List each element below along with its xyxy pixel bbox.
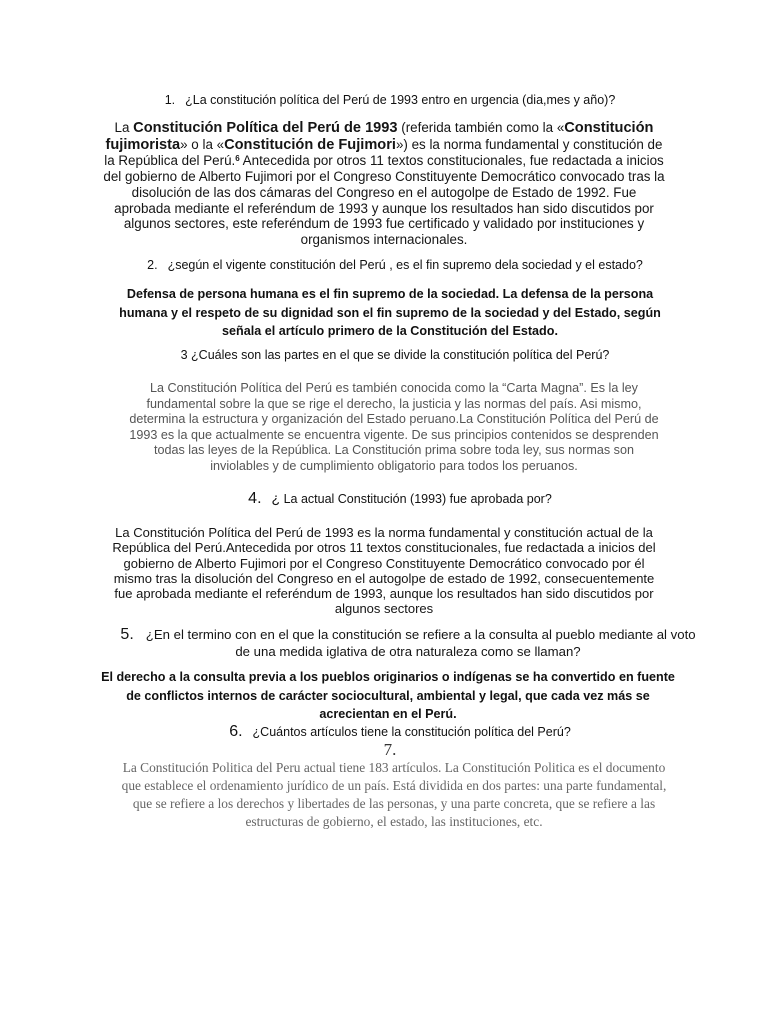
question-3-text: 3 ¿Cuáles son las partes en el que se divide la constitución política del Perú? (180, 348, 610, 362)
answer-4: La Constitución Política del Perú de 1993 es la norma fundamental y constitución actual de la República del Perú.Antecedida por otros 11 textos constitucionales, fue redactada a inicios del gobierno de Alberto Fujimori por el Congreso Constituyente Democrático convocado por él mismo tras la disolución del Congreso en el autogolpe de estado de 1992, consecuentemente fue aprobada mediante el referéndum de 1993, aunque los resultados han sido discutidos por algunos sectores (112, 525, 656, 617)
answer-6: La Constitución Politica del Peru actual tiene 183 artículos. La Constitución Politica es el documento que establece el ordenamiento jurídico de un país. Está dividida en dos partes: una parte fundamental, que se refiere a los derechos y libertades de las personas, y una parte concreta, que se refiere a las estructuras de gobierno, el estado, las instituciones, etc. (121, 760, 667, 829)
question-5 (118, 627, 698, 660)
question-4-mark: ¿ (271, 490, 281, 506)
answer-1-part: Antecedida por otros 11 textos constitucionales, fue redactada a inicios del gobierno de Alberto Fujimori por el Congreso Constituyente Democrático convocado tras la disolución de las dos cámaras del Congreso en el autogolpe de Estado de 1992. Fue aprobada mediante el referéndum de 1993 y aunque los resultados han sido discutidos por algunos sectores, este referéndum de 1993 fue certificado y validado por instituciones y organismos internacionales. (103, 153, 665, 247)
answer-2: Defensa de persona humana es el fin supremo de la sociedad. La defensa de la persona humana y el respeto de su dignidad son el fin supremo de la sociedad y del Estado, según señala el artículo primero de la Constitución del Estado. (119, 287, 661, 338)
answer-1-part: La (114, 120, 134, 135)
footnote-marker: 6 (235, 154, 240, 164)
question-1 (150, 93, 630, 107)
answer-1-part: ») es la norma fundamental y constitución de la República del Perú. (104, 136, 663, 169)
question-2 (130, 258, 660, 272)
question-7-number: 7. (383, 740, 397, 759)
question-2-text: ¿según el vigente constitución del Perú , es el fin supremo dela sociedad y el estado? (167, 258, 643, 272)
answer-1-bold-title: Constitución Política del Perú de 1993 (133, 120, 398, 136)
question-4-number: 4. (248, 490, 262, 507)
answer-1-part: » o la « (180, 136, 225, 152)
answer-1-part: (referida también como la « (397, 120, 565, 135)
question-3 (160, 348, 630, 362)
question-6 (200, 723, 600, 741)
question-2-number: 2. (147, 258, 158, 272)
question-5-number: 5. (120, 626, 134, 643)
question-6-number: 6. (229, 723, 243, 740)
answer-1 (103, 120, 665, 248)
answer-3: La Constitución Política del Perú es también conocida como la “Carta Magna”. Es la ley fundamental sobre la que se rige el derecho, la justicia y las normas del país. Asi mismo, determina la estructura y organización del Estado peruano.La Constitución Política del Perú de 1993 es la que actualmente se encuentra vigente. De sus principios contenidos se desprenden todas las leyes de la República. La Constitución prima sobre toda ley, sus normas son inviolables y de cumplimiento obligatorio para todos los peruanos. (129, 381, 659, 473)
question-4-text: La actual Constitución (1993) fue aprobada por? (283, 492, 552, 506)
question-6-text: ¿Cuántos artículos tiene la constitución política del Perú? (252, 725, 571, 739)
question-1-text: ¿La constitución política del Perú de 1993 entro en urgencia (dia,mes y año)? (185, 93, 616, 107)
question-4 (220, 490, 580, 508)
question-5-text: ¿En el termino con en el que la constitución se refiere a la consulta al pueblo mediante al voto de una medida iglativa de otra naturaleza como se llaman? (145, 627, 696, 659)
answer-1-bold-term: Constitución de Fujimori (224, 136, 396, 153)
answer-1-bold-term: Constitución fujimorista (105, 120, 654, 153)
question-1-number: 1. (164, 93, 176, 107)
answer-5: El derecho a la consulta previa a los pueblos originarios o indígenas se ha convertido en fuente de conflictos internos de carácter sociocultural, ambiental y legal, que cada vez más se acrecientan en el Perú. (101, 670, 675, 721)
